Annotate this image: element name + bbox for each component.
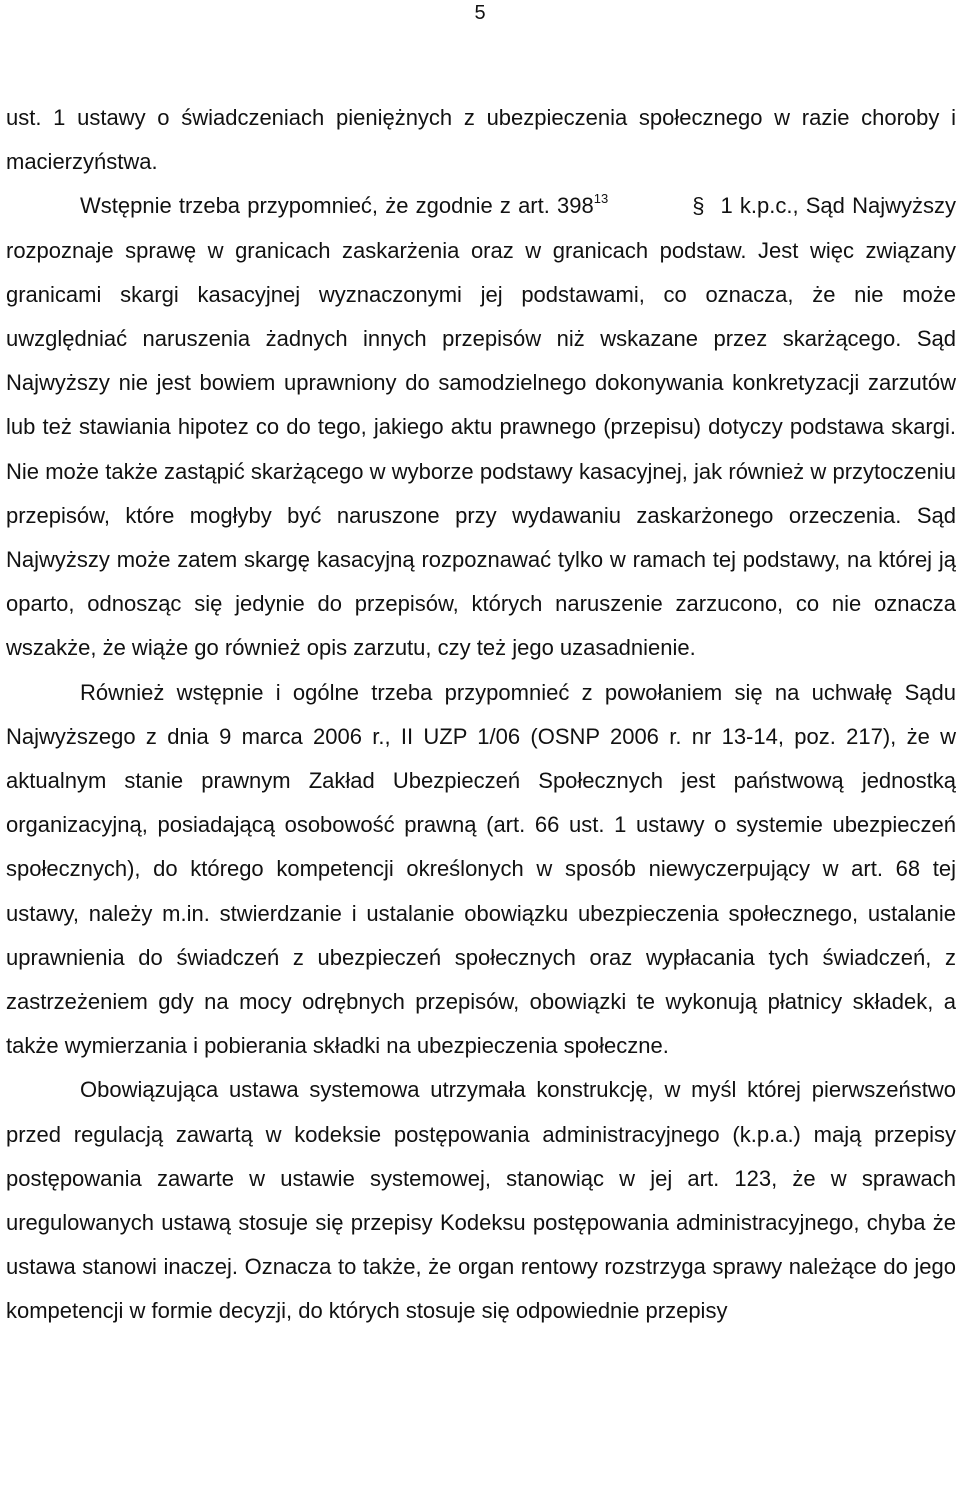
paragraph-continuation: ust. 1 ustawy o świadczeniach pieniężnych z ubezpieczenia społecznego w razie choroby i macierzyństwa. [6, 105, 956, 175]
paragraph-system-act: Obowiązująca ustawa systemowa utrzymała konstrukcję, w myśl której pierwszeństwo przed regulacją zawartą w kodeksie postępowania administracyjnego (k.p.a.) mają przepisy postępowania zawarte w ustawie systemowej, stanowiąc w jej art. 123, że w sprawach uregulowanych ustawą stosuje się przepisy Kodeksu postępowania administracyjnego, chyba że ustawa stanowi inaczej. Oznacza to także, że organ rentowy rozstrzyga sprawy należące do jego kompetencji w formie decyzji, do których stosuje się odpowiednie przepisy [6, 1077, 956, 1324]
paragraph-text: Wstępnie trzeba przypomnieć, że zgodnie z art. 398 [80, 193, 594, 219]
document-body [6, 96, 956, 1334]
paragraph-scope-of-review [6, 184, 956, 670]
article-superscript: 13 [593, 191, 609, 207]
paragraph-text: 1 k.p.c., Sąd Najwyższy rozpoznaje sprawę w granicach zaskarżenia oraz w granicach podstaw. Jest więc związany granicami skargi kasacyjnej wyznaczonymi jej podstawami, co oznacza, że nie może uwzględniać naruszenia żadnych innych przepisów niż wskazane przez skarżącego. Sąd Najwyższy nie jest bowiem uprawniony do samodzielnego dokonywania konkretyzacji zarzutów lub też stawiania hipotez co do tego, jakiego aktu prawnego (przepisu) dotyczy podstawa skargi. Nie może także zastąpić skarżącego w wyborze podstawy kasacyjnej, jak również w przytoczeniu przepisów, które mogłyby być naruszone przy wydawaniu zaskarżonego orzeczenia. Sąd Najwyższy może zatem skargę kasacyjną rozpoznawać tylko w ramach tej podstawy, na której ją oparto, odnosząc się jedynie do przepisów, których naruszenie zarzucono, co nie oznacza wszakże, że wiąże go również opis zarzutu, czy też jego uzasadnienie. [6, 193, 956, 661]
section-sign: § [692, 193, 705, 219]
paragraph-zus-status: Również wstępnie i ogólne trzeba przypomnieć z powołaniem się na uchwałę Sądu Najwyższego z dnia 9 marca 2006 r., II UZP 1/06 (OSNP 2006 r. nr 13-14, poz. 217), że w aktualnym stanie prawnym Zakład Ubezpieczeń Społecznych jest państwową jednostką organizacyjną, posiadającą osobowość prawną (art. 66 ust. 1 ustawy o systemie ubezpieczeń społecznych), do którego kompetencji określonych w sposób niewyczerpujący w art. 68 tej ustawy, należy m.in. stwierdzanie i ustalanie obowiązku ubezpieczenia społecznego, ustalanie uprawnienia do świadczeń z ubezpieczeń społecznych oraz wypłacania tych świadczeń, z zastrzeżeniem gdy na mocy odrębnych przepisów, obowiązki te wykonują płatnicy składek, a także wymierzania i pobierania składki na ubezpieczenia społeczne. [6, 679, 956, 1059]
page-number: 5 [474, 2, 486, 24]
